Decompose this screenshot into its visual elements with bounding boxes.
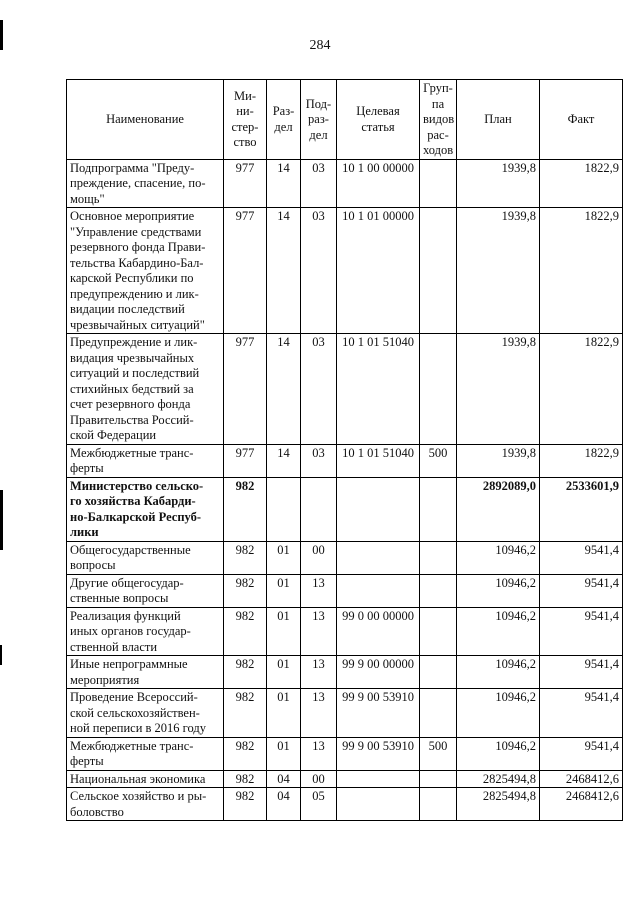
col-header-target: Целевая статья (337, 80, 420, 160)
cell-name: Предупреждение и лик- видация чрезвычайных ситуаций и последствий стихийных бедствий за счет резервного фонда Правительства Россий- ской Федерации (67, 334, 224, 445)
cell-fact: 2468412,6 (540, 788, 623, 821)
table-row (67, 334, 623, 445)
table-row (67, 788, 623, 821)
cell-ministry: 982 (224, 656, 267, 689)
cell-expense-group (420, 159, 457, 208)
cell-subsection: 05 (301, 788, 337, 821)
cell-ministry: 982 (224, 737, 267, 770)
cell-name: Другие общегосудар- ственные вопросы (67, 574, 224, 607)
table-row (67, 689, 623, 738)
col-header-section: Раз- дел (267, 80, 301, 160)
cell-expense-group (420, 607, 457, 656)
cell-plan: 10946,2 (457, 656, 540, 689)
cell-plan: 1939,8 (457, 208, 540, 334)
table-row (67, 656, 623, 689)
cell-expense-group (420, 208, 457, 334)
cell-subsection: 03 (301, 208, 337, 334)
cell-section: 14 (267, 334, 301, 445)
cell-subsection: 13 (301, 656, 337, 689)
cell-expense-group (420, 788, 457, 821)
cell-target (337, 574, 420, 607)
cell-ministry: 982 (224, 541, 267, 574)
col-header-expense-group: Груп- па видов рас- ходов (420, 80, 457, 160)
cell-plan: 1939,8 (457, 444, 540, 477)
table-row (67, 208, 623, 334)
cell-plan: 1939,8 (457, 334, 540, 445)
cell-fact: 9541,4 (540, 737, 623, 770)
cell-fact: 9541,4 (540, 541, 623, 574)
cell-fact: 9541,4 (540, 656, 623, 689)
cell-expense-group (420, 574, 457, 607)
cell-subsection: 13 (301, 574, 337, 607)
table-row (67, 444, 623, 477)
table-row (67, 574, 623, 607)
cell-ministry: 982 (224, 689, 267, 738)
cell-target: 99 9 00 53910 (337, 689, 420, 738)
cell-plan: 10946,2 (457, 607, 540, 656)
cell-fact: 1822,9 (540, 208, 623, 334)
col-header-fact: Факт (540, 80, 623, 160)
scan-edge-mark (0, 490, 3, 550)
cell-subsection: 13 (301, 737, 337, 770)
cell-section: 14 (267, 444, 301, 477)
cell-target (337, 541, 420, 574)
cell-section: 01 (267, 689, 301, 738)
cell-target: 99 0 00 00000 (337, 607, 420, 656)
cell-ministry: 977 (224, 159, 267, 208)
cell-name: Министерство сельско- го хозяйства Кабарди- но-Балкарской Респуб- лики (67, 477, 224, 541)
cell-target: 10 1 00 00000 (337, 159, 420, 208)
cell-target: 10 1 01 51040 (337, 444, 420, 477)
cell-expense-group (420, 656, 457, 689)
cell-fact: 2533601,9 (540, 477, 623, 541)
cell-name: Основное мероприятие "Управление средствами резервного фонда Прави- тельства Кабардино-Бал- карской Республики по предупреждению и лик- видации последствий чрезвычайных ситуаций" (67, 208, 224, 334)
cell-name: Межбюджетные транс- ферты (67, 444, 224, 477)
cell-plan: 2825494,8 (457, 770, 540, 788)
cell-subsection: 00 (301, 541, 337, 574)
table-header-row (67, 80, 623, 160)
cell-target: 99 9 00 00000 (337, 656, 420, 689)
cell-section: 01 (267, 737, 301, 770)
col-header-ministry: Ми- ни- стер- ство (224, 80, 267, 160)
cell-name: Общегосударственные вопросы (67, 541, 224, 574)
cell-ministry: 977 (224, 334, 267, 445)
cell-ministry: 982 (224, 574, 267, 607)
cell-section: 01 (267, 607, 301, 656)
cell-expense-group: 500 (420, 444, 457, 477)
cell-name: Подпрограмма "Преду- преждение, спасение, по- мощь" (67, 159, 224, 208)
scan-edge-mark (0, 645, 2, 665)
cell-target: 10 1 01 00000 (337, 208, 420, 334)
col-header-name: Наименование (67, 80, 224, 160)
cell-fact: 9541,4 (540, 607, 623, 656)
cell-ministry: 977 (224, 444, 267, 477)
table-row (67, 477, 623, 541)
cell-subsection: 03 (301, 159, 337, 208)
cell-section: 14 (267, 208, 301, 334)
cell-ministry: 982 (224, 788, 267, 821)
cell-fact: 2468412,6 (540, 770, 623, 788)
table-row (67, 159, 623, 208)
cell-plan: 10946,2 (457, 737, 540, 770)
cell-ministry: 982 (224, 607, 267, 656)
cell-subsection (301, 477, 337, 541)
cell-target: 10 1 01 51040 (337, 334, 420, 445)
cell-ministry: 977 (224, 208, 267, 334)
page-number: 284 (309, 38, 331, 53)
table-row (67, 770, 623, 788)
table-row (67, 607, 623, 656)
cell-subsection: 13 (301, 607, 337, 656)
cell-fact: 9541,4 (540, 574, 623, 607)
budget-table (66, 79, 623, 821)
cell-name: Национальная экономика (67, 770, 224, 788)
table-row (67, 737, 623, 770)
table-row (67, 541, 623, 574)
cell-plan: 1939,8 (457, 159, 540, 208)
cell-plan: 10946,2 (457, 541, 540, 574)
cell-plan: 10946,2 (457, 689, 540, 738)
cell-target (337, 788, 420, 821)
cell-fact: 1822,9 (540, 159, 623, 208)
cell-expense-group (420, 334, 457, 445)
cell-target (337, 477, 420, 541)
cell-section: 04 (267, 788, 301, 821)
cell-subsection: 13 (301, 689, 337, 738)
cell-section: 01 (267, 656, 301, 689)
cell-expense-group (420, 770, 457, 788)
col-header-subsection: Под- раз- дел (301, 80, 337, 160)
cell-target: 99 9 00 53910 (337, 737, 420, 770)
cell-section: 14 (267, 159, 301, 208)
cell-expense-group: 500 (420, 737, 457, 770)
cell-expense-group (420, 689, 457, 738)
cell-name: Сельское хозяйство и ры- боловство (67, 788, 224, 821)
cell-fact: 1822,9 (540, 444, 623, 477)
cell-plan: 2825494,8 (457, 788, 540, 821)
cell-plan: 2892089,0 (457, 477, 540, 541)
cell-name: Реализация функций иных органов государ- ственной власти (67, 607, 224, 656)
cell-section (267, 477, 301, 541)
col-header-plan: План (457, 80, 540, 160)
cell-section: 01 (267, 541, 301, 574)
cell-plan: 10946,2 (457, 574, 540, 607)
cell-subsection: 00 (301, 770, 337, 788)
cell-expense-group (420, 477, 457, 541)
cell-ministry: 982 (224, 477, 267, 541)
cell-section: 04 (267, 770, 301, 788)
cell-target (337, 770, 420, 788)
cell-fact: 9541,4 (540, 689, 623, 738)
cell-subsection: 03 (301, 444, 337, 477)
cell-section: 01 (267, 574, 301, 607)
cell-name: Иные непрограммные мероприятия (67, 656, 224, 689)
cell-fact: 1822,9 (540, 334, 623, 445)
cell-subsection: 03 (301, 334, 337, 445)
cell-expense-group (420, 541, 457, 574)
table-body (67, 159, 623, 821)
cell-name: Проведение Всероссий- ской сельскохозяйствен- ной переписи в 2016 году (67, 689, 224, 738)
cell-name: Межбюджетные транс- ферты (67, 737, 224, 770)
cell-ministry: 982 (224, 770, 267, 788)
